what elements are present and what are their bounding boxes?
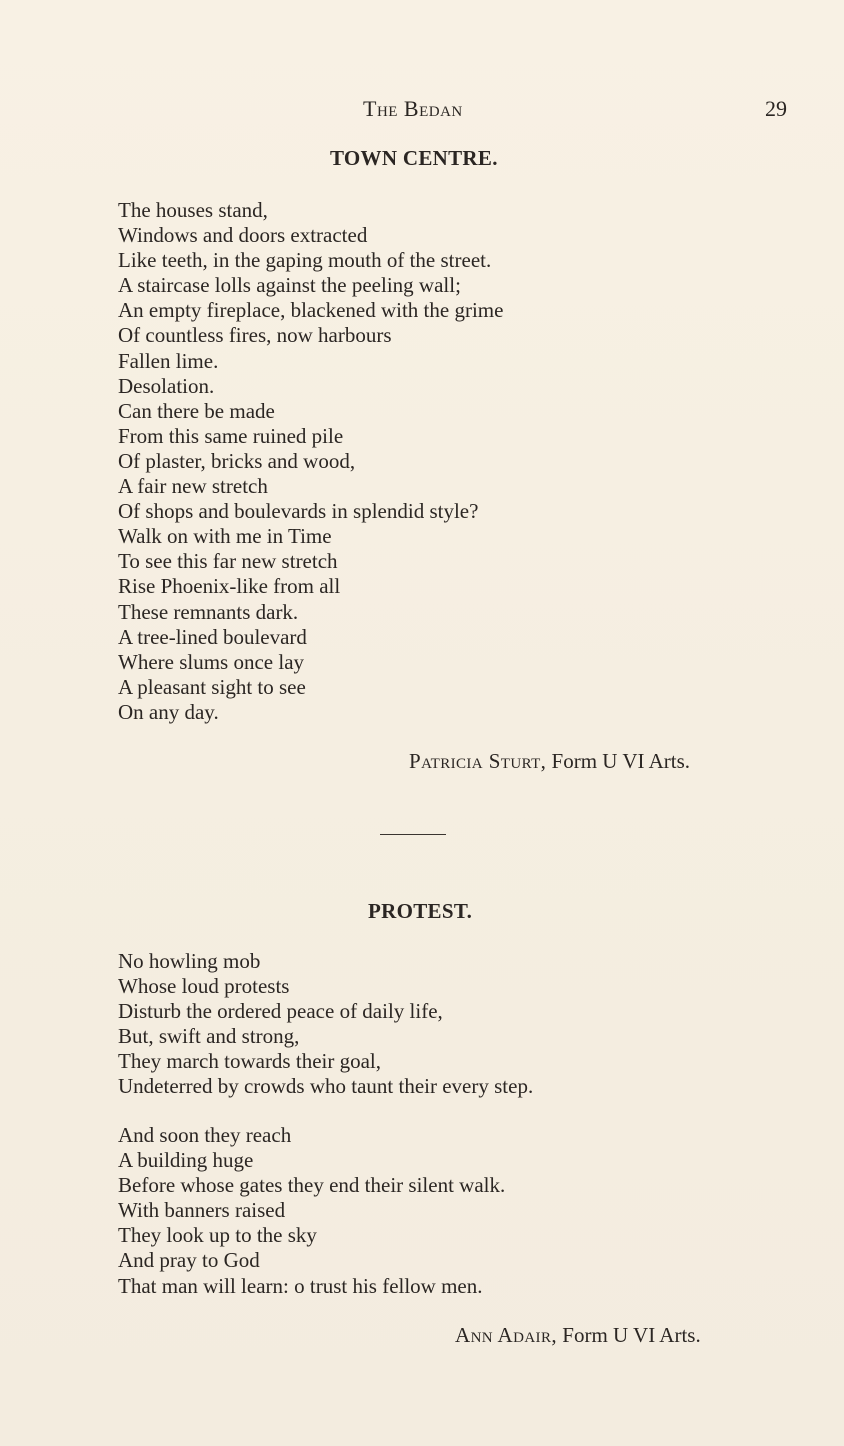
poem-line: They march towards their goal, <box>118 1049 381 1074</box>
poem-line: Windows and doors extracted <box>118 223 368 248</box>
poem-line: These remnants dark. <box>118 599 299 624</box>
poem-line: A building huge <box>118 1148 254 1173</box>
poem-line: With banners raised <box>118 1198 286 1223</box>
poem-line: Fallen lime. <box>118 348 219 373</box>
poem-line: And pray to God <box>118 1248 260 1273</box>
poem-line: Of shops and boulevards in splendid style? <box>118 499 479 524</box>
poem-line: A pleasant sight to see <box>118 674 306 699</box>
poem-line: They look up to the sky <box>118 1223 317 1248</box>
poem-line: Before whose gates they end their silent walk. <box>118 1173 506 1198</box>
poem-line: Can there be made <box>118 398 275 423</box>
poem-line: Of plaster, bricks and wood, <box>118 448 356 473</box>
page-number: 29 <box>765 96 787 121</box>
poem-title-town-centre: TOWN CENTRE. <box>330 146 498 170</box>
poem-protest-stanza-2 <box>118 1123 505 1299</box>
poem-line: An empty fireplace, blackened with the grime <box>118 298 504 323</box>
author-form: Form U VI Arts. <box>562 1323 701 1347</box>
poem-line: That man will learn: o trust his fellow men. <box>118 1273 483 1298</box>
poem-line: Walk on with me in Time <box>118 524 332 549</box>
section-divider <box>380 834 446 835</box>
poem-line: A staircase lolls against the peeling wall; <box>118 273 461 298</box>
poem-line: To see this far new stretch <box>118 549 338 574</box>
poem-line: The houses stand, <box>118 198 268 222</box>
running-title: The Bedan <box>363 96 463 121</box>
poem-line: And soon they reach <box>118 1123 292 1147</box>
author-name: Ann Adair, <box>455 1323 558 1347</box>
poem-town-centre-lines <box>118 198 503 725</box>
running-head <box>0 96 844 126</box>
poem-line: A fair new stretch <box>118 474 268 499</box>
author-byline-patricia-sturt <box>409 749 690 774</box>
poem-line: A tree-lined boulevard <box>118 624 307 649</box>
poem-line: Where slums once lay <box>118 649 305 674</box>
poem-title-protest: PROTEST. <box>368 899 473 923</box>
author-form: Form U VI Arts. <box>551 749 691 773</box>
poem-line: From this same ruined pile <box>118 423 344 448</box>
poem-protest-stanza-1 <box>118 949 533 1100</box>
author-byline-ann-adair <box>455 1323 701 1348</box>
poem-line: No howling mob <box>118 949 261 973</box>
poem-line: Undeterred by crowds who taunt their every step. <box>118 1074 534 1099</box>
author-name: Patricia Sturt, <box>409 749 547 773</box>
poem-line: Disturb the ordered peace of daily life, <box>118 999 443 1024</box>
poem-line: Desolation. <box>118 373 215 398</box>
poem-line: But, swift and strong, <box>118 1024 300 1049</box>
poem-line: On any day. <box>118 699 219 724</box>
poem-line: Of countless fires, now harbours <box>118 323 392 348</box>
poem-line: Rise Phoenix-like from all <box>118 574 341 599</box>
poem-line: Like teeth, in the gaping mouth of the street. <box>118 248 492 273</box>
poem-line: Whose loud protests <box>118 974 290 999</box>
